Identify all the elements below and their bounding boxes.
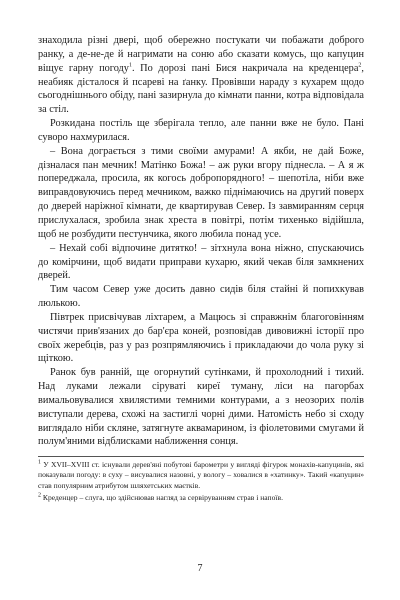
footnote-ref: 2 [358,62,362,69]
book-page [38,34,364,503]
paragraph-4: – Нехай собі відпочине дитятко! – зітхнула вона ніжно, спускаючись до комірчини, щоб видати приправи кухарю, який чекав біля замкнених дверей. [38,242,364,282]
footnote-text: Креденцер – слуга, що здійснював нагляд за сервіруванням страв і напоїв. [42,492,283,502]
footnotes [38,460,364,502]
footnote-text: У XVII–XVIII ст. існували дерев'яні побутові барометри у вигляді фігурок монахів-капуцинів, які показували погоду: в суху – висувалися назовні, у вологу – ховалися в «хатинку». Такий «капуцин» став популярним атрибутом шляхетських маєтків. [38,460,364,490]
footnote-divider [38,456,364,457]
paragraph-2: Розкидана постіль ще зберігала тепло, але панни вже не було. Пані суворо нахмурилася. [38,118,364,143]
paragraph-text: , неабияк дісталося й псареві на ґанку. Провівши нараду з кухарем щодо сьогоднішнього обіду, пані зазирнула до кімнати панни, котра відповідала за стіл. [38,62,364,116]
paragraph-3: – Вона догрaється з тими своїми амурами! А якби, не дай Боже, дізналася пан мечник! Матінко Божа! – аж руки вгору піднесла. – А я ж попереджала, просила, як когось добропорядного! – шепотіла, ніби вже виправдовуючись перед мечником, важко піднімаючись на другий поверх до дверей наріжної кімнати, де квартирував Север. Із завмиранням серця прислухалася, зробила знак хреста в повітрі, потім тихенько відійшла, щоб не розбудити пестунчика, якого любила понад усе. [38,145,364,240]
paragraph-text: . По дорозі пані Бися накричала на креденцера [131,62,359,74]
body-text [38,34,364,449]
paragraph-5: Тим часом Север уже досить давно сидів біля стайні й попихкував люлькою. [38,284,364,310]
footnote-mark: 1 [38,459,41,466]
paragraph-text: знаходила різні двері, щоб обережно постукати чи побажати доброго ранку, а де-не-де й нагримати на соню або сказати комусь, що капуцин віщує гарну погоду [38,35,364,74]
footnote-mark: 2 [38,492,41,499]
footnote-2 [38,493,364,503]
paragraph-1 [38,34,364,117]
paragraph-7: Ранок був ранній, ще огорнутий сутінками, й прохолодний і тихий. Над луками лежали сіруваті кирeї туману, ліси на пагорбах вимальовувалися хвилястими темними контурами, а з неозорих полів виступали дерева, схожі на застиглі чорні дими. Натомість небо зі сходу виглядало ніби скляне, затягнуте аквамарином, із фіолетовими смугами й полум'яними відблисками наближення сонця. [38,367,364,448]
page-number: 7 [197,563,203,574]
paragraph-6: Півтрек присвічував ліхтарем, а Мацюсь зі справжнім благоговінням чистячи прив'язаних до бар'єра коней, розповідав дивовижні історії про своїх жеребців, раз у раз розпрямляючись і прикладаючи до чола руку зі щіткою. [38,311,364,365]
footnote-ref: 1 [128,62,132,69]
footnote-1 [38,460,364,490]
